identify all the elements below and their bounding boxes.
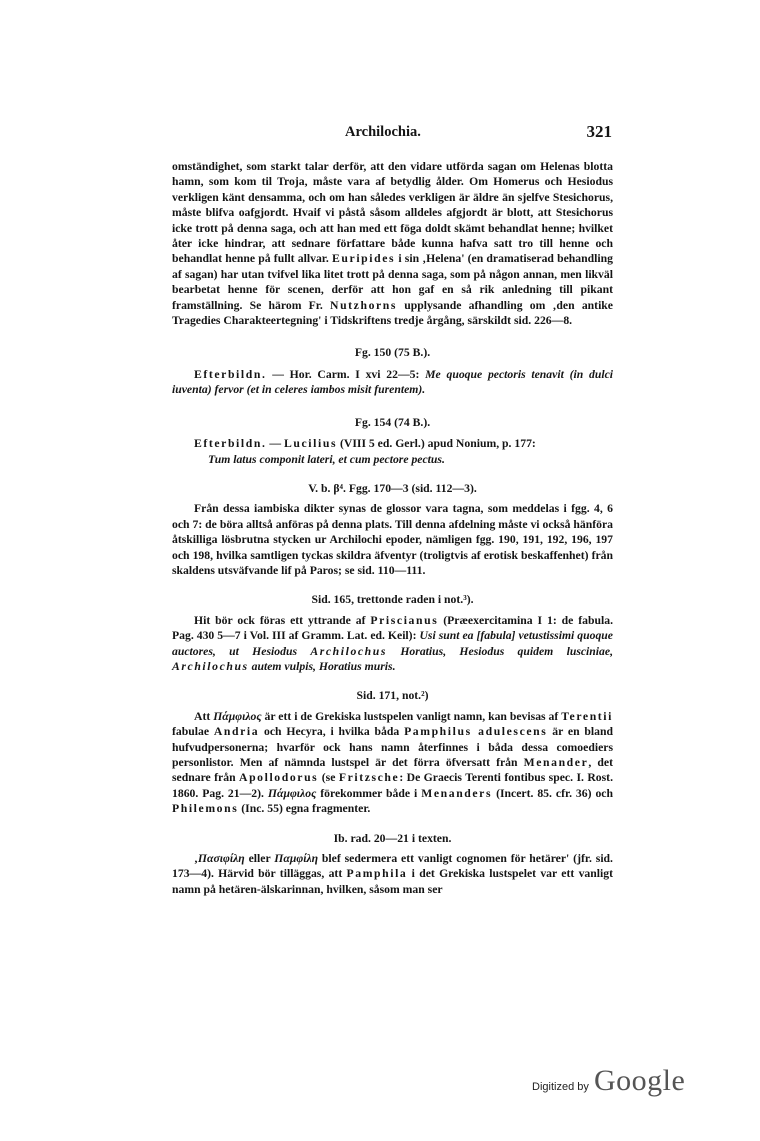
running-title: Archilochia. (345, 124, 421, 140)
digitized-by-label: Digitized by (532, 1081, 589, 1093)
heading-ib-rad: Ib. rad. 20—21 i texten. (333, 831, 452, 845)
heading-fg154: Fg. 154 (74 B.). (354, 415, 431, 429)
heading-sid171: Sid. 171, not.²) (356, 689, 429, 703)
paragraph-iambic: Från dessa iambiska dikter synas de glossor vara tagna, som meddelas i fgg. 4, 6 och 7: de böra alltså anföras på denna plats. Till denna afdelning måste vi också hänföra åtskilliga lösbrutna stycken ur Archilochi epoder, nämligen fgg. 190, 191, 192, 196, 197 och 198, hvilka samtligen tyckas skildra äfventyr (troligtvis af erotisk beskaffenhet) från skaldens utsväfvande lif på Paros; se sid. 110—111. (172, 502, 613, 577)
heading-vb: V. b. β⁴. Fgg. 170—3 (sid. 112—3). (308, 481, 477, 495)
quote-lucilius: Tum latus componit lateri, et cum pectore pectus. (208, 452, 445, 466)
body-text (172, 159, 613, 897)
paragraph-helena: omständighet, som starkt talar derför, att den vidare utförda sagan om Helenas blotta hamn, som kom til Troja, måste vara af betydlig ålder. Om Homerus och Hesiodus verkligen känt densamma, och om han således verkligen är äldre än sjelfve Stesichorus, måste blifva oafgjordt. Hvaif vi påstå såsom alldeles afgjordt är blott, att Stesichorus icke trott på denna saga, och att han med ett föga doldt skämt behandlat henne; hvilket åter icke hindrar, att sednare författare både kunna hafva satt tro till henne och behandlat henne på fullt allvar. Euripides i sin ‚Helena' (en dramatiserad behandling af sagan) har utan tvifvel lika litet trott på denna saga, som på någon annan, men likväl bearbetat henne för scenen, derför att hon gaf en så rik anledning till pikant framställning. Se härom Fr. Nutzhorns upplysande afhandling om ‚den antike Tragedies Charakteertegning' i Tidskriftens tredje årgång, särskildt sid. 226—8. (172, 160, 613, 328)
page-header (168, 124, 612, 144)
paragraph-fg150: Efterbildn. — Hor. Carm. I xvi 22—5: Me quoque pectoris tenavit (in dulci iuventa) fervor (et in celeres iambos misit furentem). (172, 367, 614, 397)
heading-fg150: Fg. 150 (75 B.). (354, 346, 431, 360)
page-number: 321 (586, 122, 612, 141)
paragraph-priscianus: Hit bör ock föras ett yttrande af Priscianus (Præexercitamina I 1: de fabula. Pag. 430 5—7 i Vol. III af Gramm. Lat. ed. Keil): Usi sunt ea [fabula] vetustissimi quoque auctores, ut Hesiodus Archilochus Horatius, Hesiodus quidem lusciniae, Archilochus autem vulpis, Horatius muris. (172, 613, 614, 673)
paragraph-fg154: Efterbildn. — Lucilius (VIII 5 ed. Gerl.) apud Nonium, p. 177: (194, 437, 536, 451)
digitized-watermark (532, 1066, 692, 1100)
paragraph-pamphilos: Att Πάμφιλος är ett i de Grekiska lustspelen vanligt namn, kan bevisas af Terentii fabulae Andria och Hecyra, i hvilka båda Pamphilus adulescens är en bland hufvudpersonerna; hvarför ock hans namn återfinnes i båda dessa comoediers personlistor. Men af nämnda lustspel är det förra öfversatt från Menander, det sednare från Apollodorus (se Fritzsche: De Graecis Terenti fontibus spec. I. Rost. 1860. Pag. 21—2). Πάμφιλος förekommer både i Menanders (Incert. 85. cfr. 36) och Philemons (Inc. 55) egna fragmenter. (172, 709, 613, 816)
google-logo: Google (594, 1064, 686, 1097)
heading-sid165: Sid. 165, trettonde raden i not.³). (311, 593, 474, 607)
paragraph-pasiphile: ‚Πασιφίλη eller Παμφίλη blef sedermera ett vanligt cognomen för hetärer' (jfr. sid. 173—4). Härvid bör tilläggas, att Pamphila i det Grekiska lustspelet var ett vanligt namn på hetären-älskarinnan, hvilken, såsom man ser (172, 852, 613, 896)
